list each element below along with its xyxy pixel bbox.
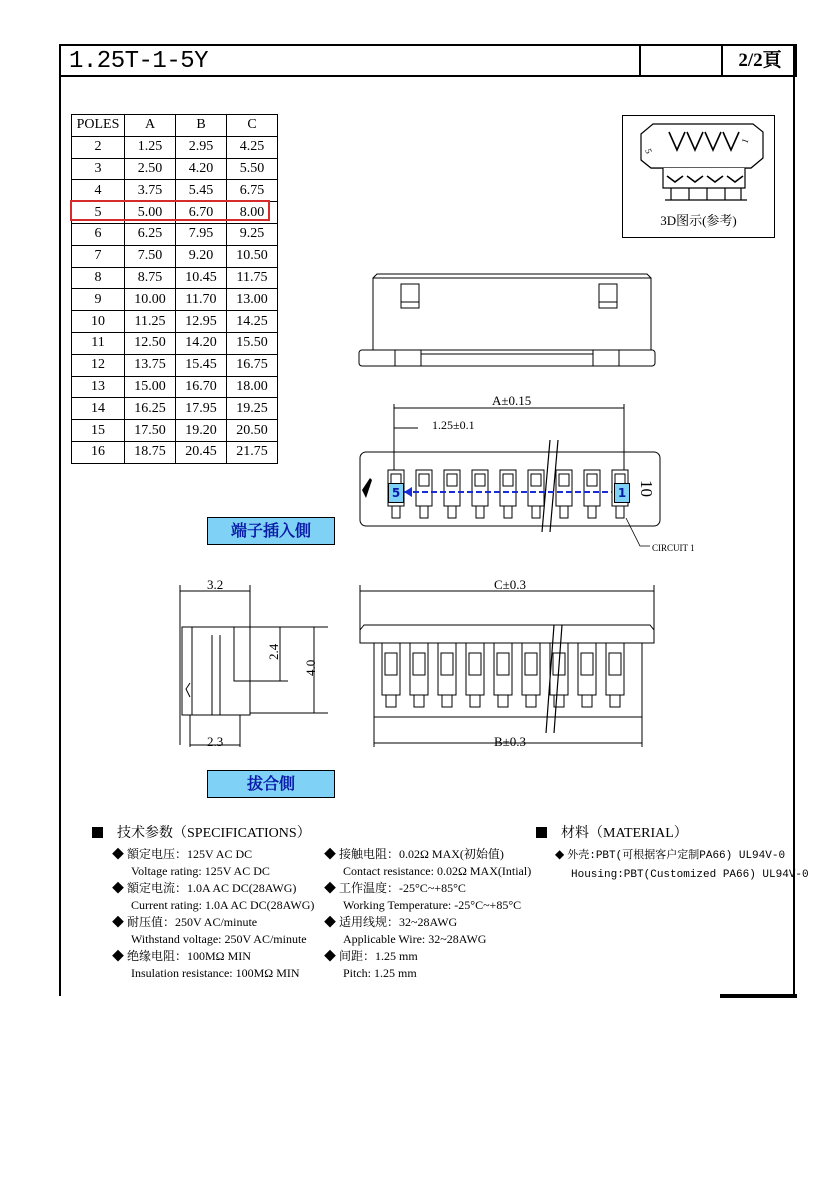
material-cn: 外壳:PBT(可根据客户定制PA66) UL94V-0: [567, 850, 786, 862]
table-cell: 11.70: [176, 289, 227, 311]
table-cell: 14.20: [176, 332, 227, 354]
table-cell: 8.00: [227, 202, 278, 224]
pin-cavity: [556, 470, 572, 518]
dim-height-small: 2.4: [266, 643, 281, 660]
spec-en: Contact resistance: 0.02Ω MAX(Intial): [343, 864, 532, 878]
front-view-drawing: [340, 390, 670, 560]
3d-connector-illustration: [623, 116, 774, 208]
pin-slot: [466, 643, 484, 707]
table-cell: 5.50: [227, 158, 278, 180]
dim-height-total: 4.0: [303, 659, 318, 676]
dim-side-base: 2.3: [207, 734, 224, 749]
pin-cavity: [500, 470, 516, 518]
table-cell: 14.25: [227, 311, 278, 333]
table-row: [72, 376, 278, 398]
table-cell: 11.75: [227, 267, 278, 289]
table-cell: 19.25: [227, 398, 278, 420]
page-number: 2/2頁: [721, 46, 797, 75]
table-cell: 12.95: [176, 311, 227, 333]
spec-cn: 间距：1.25 mm: [339, 949, 418, 963]
pin-slot: [522, 643, 540, 707]
table-header-row: [72, 115, 278, 137]
table-cell: 6.70: [176, 202, 227, 224]
spec-cn: 耐压值：250V AC/minute: [127, 915, 258, 929]
dim-c-label: C±0.3: [494, 577, 527, 592]
diamond-bullet-icon: ◆: [112, 881, 128, 895]
spec-en: Current rating: 1.0A AC DC(28AWG): [131, 898, 315, 912]
top-view-drawing: [355, 272, 661, 372]
col-header: A: [125, 115, 176, 137]
3d-figure-box: [622, 115, 775, 238]
table-cell: 10: [72, 311, 125, 333]
table-cell: 4.25: [227, 136, 278, 158]
table-cell: 4: [72, 180, 125, 202]
table-row: [72, 420, 278, 442]
table-cell: 5: [72, 202, 125, 224]
table-cell: 13.75: [125, 354, 176, 376]
svg-text:5: 5: [643, 147, 655, 155]
table-cell: 11: [72, 332, 125, 354]
pin-slot: [410, 643, 428, 707]
col-header: B: [176, 115, 227, 137]
table-cell: 2: [72, 136, 125, 158]
table-cell: 7: [72, 245, 125, 267]
table-row: [72, 180, 278, 202]
table-row: [72, 245, 278, 267]
table-row: [72, 354, 278, 376]
table-cell: 15.00: [125, 376, 176, 398]
bottom-view-drawing: [352, 585, 662, 755]
table-cell: 9.25: [227, 223, 278, 245]
pin-cavity: [584, 470, 600, 518]
spec-cn: 接触电阻：0.02Ω MAX(初始值): [339, 847, 504, 861]
table-cell: 15.45: [176, 354, 227, 376]
table-cell: 18.00: [227, 376, 278, 398]
pin-slot: [550, 643, 568, 707]
table-cell: 10.45: [176, 267, 227, 289]
table-cell: 6: [72, 223, 125, 245]
table-cell: 11.25: [125, 311, 176, 333]
table-cell: 13.00: [227, 289, 278, 311]
spec-en: Insulation resistance: 100MΩ MIN: [131, 966, 300, 980]
table-cell: 20.50: [227, 420, 278, 442]
table-cell: 16: [72, 441, 125, 463]
diamond-bullet-icon: ◆: [324, 847, 340, 861]
table-row: [72, 311, 278, 333]
title-block: [59, 44, 797, 77]
spec-cn: 額定电压：125V AC DC: [127, 847, 253, 861]
table-cell: 1.25: [125, 136, 176, 158]
dim-side-width: 3.2: [207, 577, 224, 592]
spec-cn: 适用线规：32~28AWG: [339, 915, 458, 929]
pin-label-first: 1: [614, 483, 630, 503]
table-row: [72, 332, 278, 354]
mate-side-tag: 拔合側: [207, 770, 335, 798]
table-cell: 10.50: [227, 245, 278, 267]
spec-en: Voltage rating: 125V AC DC: [131, 864, 270, 878]
table-row: [72, 289, 278, 311]
table-cell: 5.45: [176, 180, 227, 202]
pin-slot: [382, 643, 400, 707]
table-cell: 6.75: [227, 180, 278, 202]
circuit-label: CIRCUIT 1: [652, 543, 695, 553]
material-heading: 材料（MATERIAL）: [536, 825, 688, 842]
table-cell: 14: [72, 398, 125, 420]
table-cell: 3: [72, 158, 125, 180]
pin-cavity: [472, 470, 488, 518]
table-cell: 5.00: [125, 202, 176, 224]
pin-cavity: [416, 470, 432, 518]
table-cell: 8.75: [125, 267, 176, 289]
square-bullet-icon: [92, 827, 103, 838]
specs-column-2: [324, 846, 531, 982]
table-cell: 18.75: [125, 441, 176, 463]
highlighted-row-outline: [70, 200, 270, 221]
dim-pitch-label: 1.25±0.1: [432, 418, 475, 432]
table-row: [72, 223, 278, 245]
svg-text:1: 1: [739, 137, 751, 145]
spec-en: Applicable Wire: 32~28AWG: [343, 932, 487, 946]
diamond-bullet-icon: ◆: [112, 847, 128, 861]
pin-cavity: [444, 470, 460, 518]
table-cell: 20.45: [176, 441, 227, 463]
pin-slot: [438, 643, 456, 707]
dim-b-label: B±0.3: [494, 734, 527, 749]
diamond-bullet-icon: ◆: [324, 881, 340, 895]
material-en: Housing:PBT(Customized PA66) UL94V-0: [571, 869, 809, 881]
table-cell: 17.50: [125, 420, 176, 442]
3d-figure-caption: 3D图示(参考): [660, 213, 737, 228]
diamond-bullet-icon: ◆: [112, 949, 128, 963]
table-cell: 16.70: [176, 376, 227, 398]
table-cell: 19.20: [176, 420, 227, 442]
table-cell: 10.00: [125, 289, 176, 311]
table-cell: 21.75: [227, 441, 278, 463]
material-section: [555, 846, 809, 884]
spec-en: Working Temperature: -25°C~+85°C: [343, 898, 522, 912]
table-cell: 17.95: [176, 398, 227, 420]
table-cell: 15.50: [227, 332, 278, 354]
table-cell: 16.25: [125, 398, 176, 420]
diamond-bullet-icon: ◆: [555, 847, 568, 861]
pin-cavity: [528, 470, 544, 518]
bottom-rule: [720, 994, 797, 998]
spec-cn: 绝缘电阻：100MΩ MIN: [127, 949, 251, 963]
table-row: [72, 136, 278, 158]
dimension-table: [71, 114, 278, 464]
table-row: [72, 441, 278, 463]
table-cell: 8: [72, 267, 125, 289]
pin-label-last: 5: [388, 483, 404, 503]
diamond-bullet-icon: ◆: [324, 949, 340, 963]
specs-column-1: [112, 846, 314, 982]
table-cell: 15: [72, 420, 125, 442]
table-cell: 9.20: [176, 245, 227, 267]
table-row: [72, 398, 278, 420]
title-spacer-cell: [639, 46, 721, 75]
pin-slot: [606, 643, 624, 707]
table-cell: 2.50: [125, 158, 176, 180]
spec-en: Pitch: 1.25 mm: [343, 966, 417, 980]
pin-slot: [494, 643, 512, 707]
col-header: C: [227, 115, 278, 137]
table-row: [72, 158, 278, 180]
table-cell: 2.95: [176, 136, 227, 158]
diamond-bullet-icon: ◆: [324, 915, 340, 929]
spec-cn: 工作温度：-25°C~+85°C: [339, 881, 466, 895]
spec-en: Withstand voltage: 250V AC/minute: [131, 932, 307, 946]
table-cell: 6.25: [125, 223, 176, 245]
table-cell: 12: [72, 354, 125, 376]
part-number: 1.25T-1-5Y: [69, 48, 209, 75]
table-cell: 4.20: [176, 158, 227, 180]
table-cell: 7.50: [125, 245, 176, 267]
table-cell: 12.50: [125, 332, 176, 354]
arrow-head: [404, 487, 412, 497]
table-cell: 7.95: [176, 223, 227, 245]
spec-cn: 額定电流：1.0A AC DC(28AWG): [127, 881, 297, 895]
square-bullet-icon: [536, 827, 547, 838]
table-cell: 9: [72, 289, 125, 311]
col-header: POLES: [72, 115, 125, 137]
orientation-mark: 10: [637, 480, 656, 497]
table-cell: 16.75: [227, 354, 278, 376]
insert-side-tag: 端子插入側: [207, 517, 335, 545]
pin-slot: [578, 643, 596, 707]
table-cell: 3.75: [125, 180, 176, 202]
table-row: [72, 267, 278, 289]
diamond-bullet-icon: ◆: [112, 915, 128, 929]
dim-a-label: A±0.15: [492, 393, 532, 408]
table-cell: 13: [72, 376, 125, 398]
specifications-heading: 技术参数（SPECIFICATIONS）: [92, 825, 311, 842]
